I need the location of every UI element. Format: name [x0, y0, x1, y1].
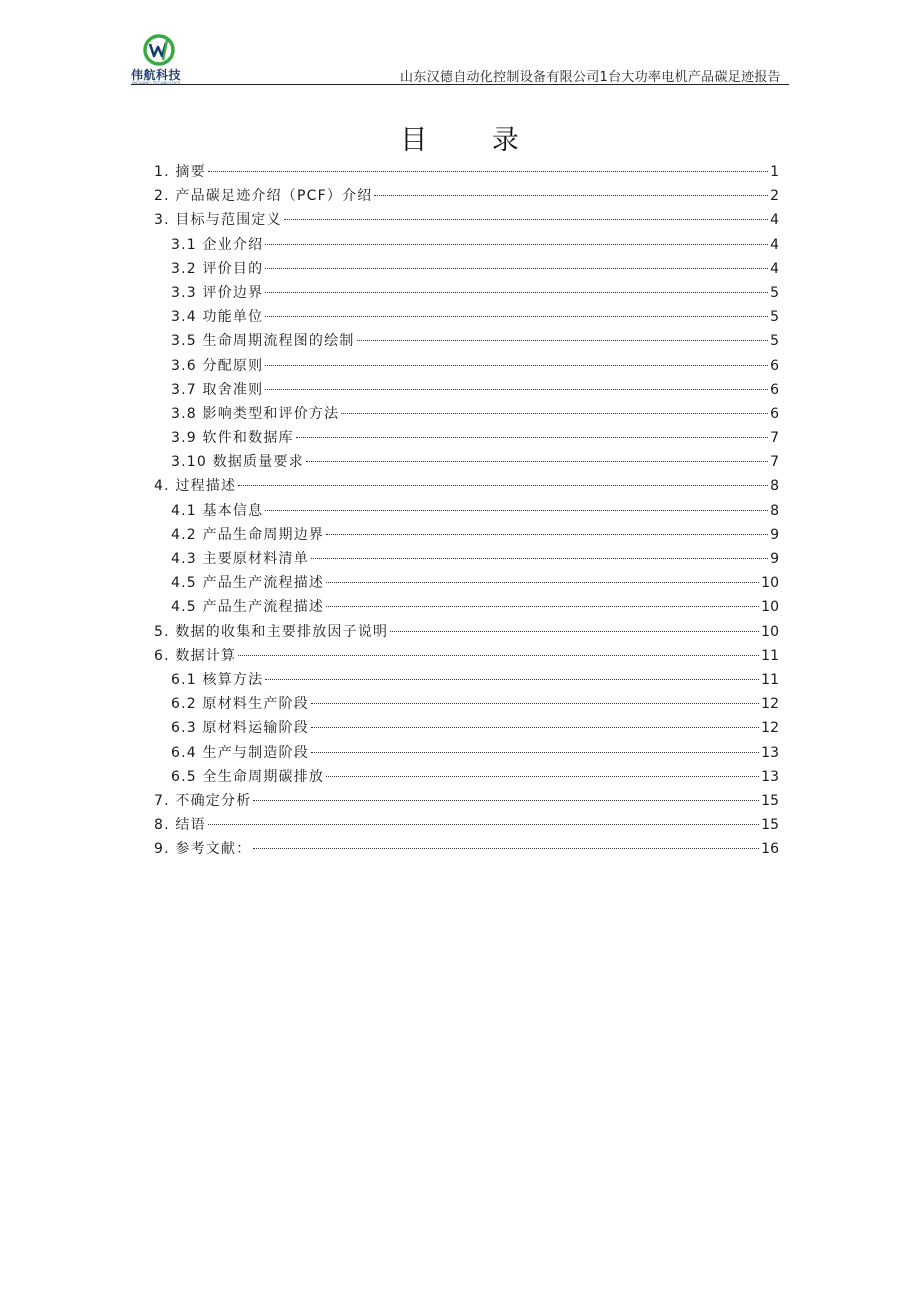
toc-entry-label: 6.1 核算方法	[171, 671, 264, 688]
toc-dot-leader	[265, 679, 759, 680]
toc-entry-label: 3.3 评价边界	[171, 284, 264, 301]
toc-entry-label: 3.9 软件和数据库	[171, 430, 294, 447]
toc-entry[interactable]	[154, 281, 779, 305]
toc-entry-label: 4. 过程描述	[154, 478, 237, 495]
toc-entry-page: 9	[770, 526, 779, 543]
toc-entry[interactable]	[154, 499, 779, 523]
toc-entry-page: 9	[770, 551, 779, 567]
toc-entry-label: 3. 目标与范围定义	[154, 212, 282, 229]
toc-dot-leader	[311, 558, 768, 559]
toc-entry[interactable]	[154, 354, 779, 378]
toc-entry-page: 6	[770, 357, 779, 374]
toc-dot-leader	[341, 413, 768, 414]
toc-entry[interactable]	[154, 305, 779, 329]
toc-entry-page: 6	[770, 405, 779, 422]
page-header	[131, 30, 789, 88]
toc-dot-leader	[253, 800, 759, 801]
toc-dot-leader	[265, 244, 768, 245]
toc-entry-label: 3.8 影响类型和评价方法	[171, 405, 340, 422]
toc-entry[interactable]	[154, 571, 779, 595]
toc-entry-page: 12	[761, 720, 779, 737]
toc-entry[interactable]	[154, 160, 779, 184]
toc-dot-leader	[296, 437, 768, 438]
toc-entry-label: 3.10 数据质量要求	[171, 454, 304, 471]
toc-entry-label: 6.5 全生命周期碳排放	[171, 768, 325, 785]
toc-entry[interactable]	[154, 595, 779, 619]
toc-dot-leader	[238, 655, 759, 656]
toc-entry-label: 6. 数据计算	[154, 647, 237, 664]
toc-dot-leader	[326, 582, 759, 583]
toc-dot-leader	[284, 219, 768, 220]
toc-dot-leader	[374, 195, 768, 196]
toc-dot-leader	[265, 510, 768, 511]
toc-dot-leader	[306, 461, 768, 462]
toc-entry-page: 1	[770, 164, 779, 180]
toc-entry[interactable]	[154, 741, 779, 765]
toc-dot-leader	[265, 389, 768, 390]
toc-entry[interactable]	[154, 329, 779, 353]
toc-dot-leader	[326, 606, 759, 607]
toc-entry-page: 13	[761, 768, 779, 785]
toc-entry-page: 10	[761, 623, 779, 640]
toc-entry-page: 7	[770, 430, 779, 447]
toc-entry-page: 8	[770, 502, 779, 519]
toc-entry[interactable]	[154, 426, 779, 450]
toc-entry-label: 5. 数据的收集和主要排放因子说明	[154, 623, 389, 640]
toc-entry[interactable]	[154, 813, 779, 837]
toc-entry-page: 16	[761, 841, 779, 858]
toc-entry[interactable]	[154, 208, 779, 232]
toc-entry-page: 4	[770, 260, 779, 277]
toc-entry-page: 10	[761, 575, 779, 592]
toc-entry-label: 9. 参考文献：	[154, 841, 252, 858]
toc-entry-page: 10	[761, 599, 779, 616]
toc-entry[interactable]	[154, 620, 779, 644]
toc-dot-leader	[253, 848, 759, 849]
toc-entry-page: 15	[761, 792, 779, 809]
toc-dot-leader	[265, 292, 768, 293]
toc-entry[interactable]	[154, 184, 779, 208]
toc-dot-leader	[265, 365, 768, 366]
toc-entry-page: 11	[761, 647, 779, 664]
toc-dot-leader	[208, 824, 759, 825]
toc-dot-leader	[265, 316, 768, 317]
toc-entry-page: 13	[761, 744, 779, 761]
toc-entry-label: 4.5 产品生产流程描述	[171, 575, 325, 592]
toc-entry-page: 5	[770, 309, 779, 326]
toc-entry-label: 3.2 评价目的	[171, 260, 264, 277]
toc-entry[interactable]	[154, 837, 779, 861]
toc-entry[interactable]	[154, 716, 779, 740]
toc-entry-label: 4.5 产品生产流程描述	[171, 599, 325, 616]
toc-entry-page: 8	[770, 478, 779, 495]
toc-entry[interactable]	[154, 257, 779, 281]
toc-entry-label: 2. 产品碳足迹介绍（PCF）介绍	[154, 188, 373, 205]
toc-dot-leader	[326, 776, 759, 777]
toc-entry[interactable]	[154, 523, 779, 547]
toc-entry-page: 5	[770, 333, 779, 350]
toc-dot-leader	[238, 485, 768, 486]
report-title: 山东汉德自动化控制设备有限公司1台大功率电机产品碳足迹报告	[400, 70, 781, 85]
table-of-contents	[154, 160, 779, 861]
toc-dot-leader	[311, 703, 759, 704]
toc-entry-page: 4	[770, 212, 779, 229]
toc-entry-label: 6.3 原材料运输阶段	[171, 720, 309, 737]
toc-entry[interactable]	[154, 474, 779, 498]
toc-entry-label: 4.2 产品生命周期边界	[171, 526, 325, 543]
toc-dot-leader	[265, 268, 768, 269]
toc-dot-leader	[390, 631, 759, 632]
toc-entry-label: 3.6 分配原则	[171, 357, 264, 374]
toc-entry-label: 7. 不确定分析	[154, 792, 252, 809]
toc-entry[interactable]	[154, 668, 779, 692]
header-divider	[131, 84, 789, 85]
toc-dot-leader	[311, 727, 759, 728]
toc-entry[interactable]	[154, 378, 779, 402]
toc-heading: 目 录	[400, 125, 547, 156]
toc-entry-page: 12	[761, 696, 779, 713]
toc-entry-page: 2	[770, 188, 779, 205]
toc-dot-leader	[357, 340, 769, 341]
toc-entry-page: 11	[761, 671, 779, 688]
toc-dot-leader	[208, 171, 768, 172]
toc-entry-label: 3.1 企业介绍	[171, 236, 264, 253]
toc-entry-page: 7	[770, 454, 779, 471]
toc-entry[interactable]	[154, 692, 779, 716]
toc-entry[interactable]	[154, 402, 779, 426]
toc-entry-label: 4.1 基本信息	[171, 502, 264, 519]
toc-entry-label: 3.5 生命周期流程图的绘制	[171, 333, 355, 350]
logo-text: 伟航科技	[131, 68, 182, 82]
toc-entry[interactable]	[154, 789, 779, 813]
toc-entry[interactable]	[154, 233, 779, 257]
toc-entry[interactable]	[154, 450, 779, 474]
toc-entry-label: 8. 结语	[154, 817, 206, 834]
logo-subtext: WEIHANG TECHNOLOGY	[132, 81, 181, 86]
toc-entry-page: 5	[770, 284, 779, 301]
toc-entry-page: 6	[770, 381, 779, 398]
toc-entry-page: 4	[770, 236, 779, 253]
logo-emblem-icon	[141, 32, 181, 68]
toc-entry-label: 4.3 主要原材料清单	[171, 551, 309, 567]
toc-entry-label: 3.4 功能单位	[171, 309, 264, 326]
toc-entry[interactable]	[154, 644, 779, 668]
toc-dot-leader	[326, 534, 768, 535]
toc-entry-label: 6.2 原材料生产阶段	[171, 696, 309, 713]
toc-entry[interactable]	[154, 765, 779, 789]
toc-entry-label: 6.4 生产与制造阶段	[171, 744, 309, 761]
toc-entry[interactable]	[154, 547, 779, 571]
toc-dot-leader	[311, 752, 759, 753]
toc-entry-page: 15	[761, 817, 779, 834]
company-logo	[131, 30, 191, 86]
toc-entry-label: 1. 摘要	[154, 164, 206, 180]
toc-entry-label: 3.7 取舍准则	[171, 381, 264, 398]
